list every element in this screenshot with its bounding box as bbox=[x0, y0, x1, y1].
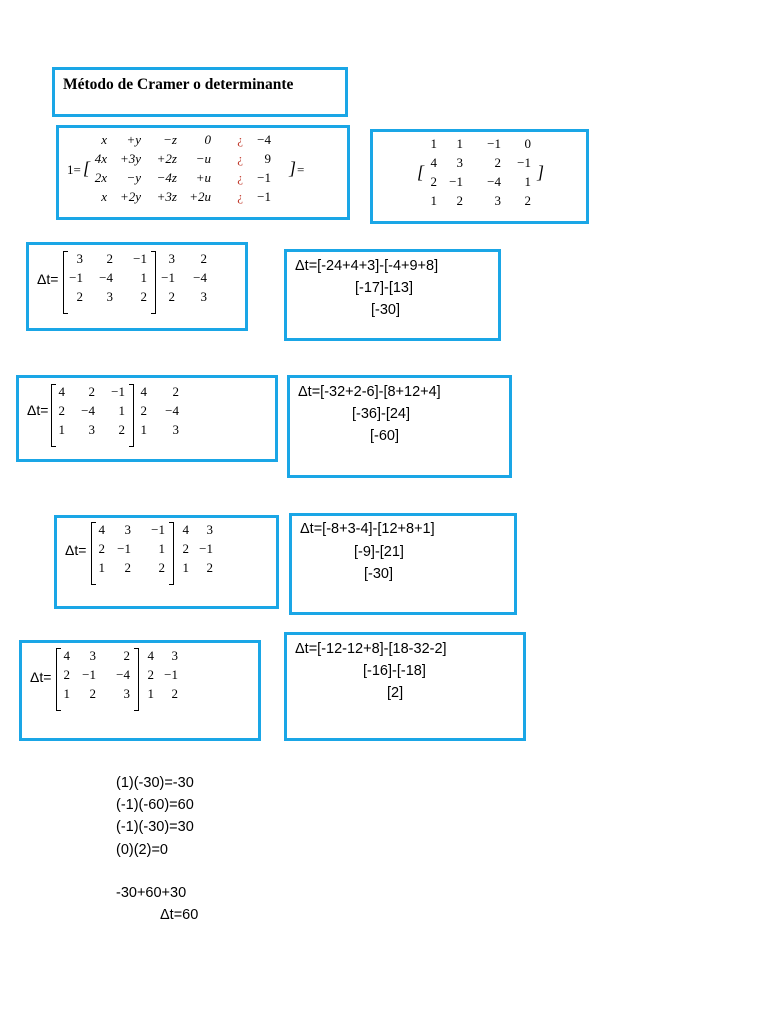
matrix-cell: 2 bbox=[430, 174, 437, 189]
matrix-cell: −1 bbox=[111, 384, 125, 399]
calc-line: [2] bbox=[387, 685, 404, 701]
calc-line: Δt=[-8+3-4]-[12+8+1] bbox=[300, 521, 435, 537]
minor-matrix-box-4 bbox=[19, 640, 261, 741]
matrix-cell: 1 bbox=[158, 541, 165, 556]
matrix-right-bracket: ] bbox=[537, 162, 545, 182]
matrix-cell: −1 bbox=[449, 174, 463, 189]
matrix-cell: 1 bbox=[140, 270, 147, 285]
system-cell: 9 bbox=[264, 151, 271, 166]
matrix-cell: −4 bbox=[81, 403, 95, 418]
matrix-cell: 4 bbox=[58, 384, 65, 399]
matrix-cell: 2 bbox=[158, 560, 165, 575]
matrix-cell: 3 bbox=[106, 289, 113, 304]
matrix-cell: −1 bbox=[82, 667, 96, 682]
system-cell: +3z bbox=[156, 189, 177, 204]
system-cell: +2y bbox=[119, 189, 141, 204]
matrix-cell: 4 bbox=[147, 648, 154, 663]
title-box bbox=[52, 67, 348, 117]
system-cell: +y bbox=[126, 132, 141, 147]
calc-line: [-30] bbox=[364, 566, 394, 582]
matrix-cell: 4 bbox=[430, 155, 437, 170]
left-bracket-symbol: [ bbox=[83, 158, 91, 178]
coefficient-matrix-box bbox=[370, 129, 589, 224]
matrix-cell: 3 bbox=[494, 193, 501, 208]
matrix-cell: −4 bbox=[487, 174, 501, 189]
matrix-cell: 3 bbox=[171, 648, 178, 663]
matrix-cell: 3 bbox=[172, 422, 179, 437]
matrix-cell: 1 bbox=[430, 136, 437, 151]
system-cell: +2u bbox=[189, 189, 211, 204]
product-line-2: (-1)(-60)=60 bbox=[116, 797, 194, 813]
matrix-cell: 2 bbox=[76, 289, 83, 304]
delta-label: Δt= bbox=[27, 402, 49, 418]
matrix-cell: 2 bbox=[172, 384, 179, 399]
calc-box-3 bbox=[289, 513, 517, 615]
matrix-cell: 0 bbox=[524, 136, 531, 151]
matrix-cell: 2 bbox=[88, 384, 95, 399]
matrix-cell: 1 bbox=[140, 422, 147, 437]
system-cell: −y bbox=[126, 170, 141, 185]
result-line: Δt=60 bbox=[160, 907, 199, 923]
matrix-cell: 3 bbox=[456, 155, 463, 170]
matrix-cell: 3 bbox=[168, 251, 175, 266]
system-cell: −4z bbox=[156, 170, 177, 185]
matrix-cell: −1 bbox=[133, 251, 147, 266]
matrix-cell: −1 bbox=[164, 667, 178, 682]
system-cell: −u bbox=[195, 151, 211, 166]
system-cell: 4x bbox=[94, 151, 107, 166]
matrix-cell: 2 bbox=[494, 155, 501, 170]
product-line-3: (-1)(-30)=30 bbox=[116, 819, 194, 835]
matrix-left-bracket: [ bbox=[417, 162, 425, 182]
matrix-cell: 3 bbox=[88, 422, 95, 437]
matrix-cell: 4 bbox=[140, 384, 147, 399]
product-line-1: (1)(-30)=-30 bbox=[116, 775, 194, 791]
matrix-cell: 2 bbox=[118, 422, 125, 437]
matrix-cell: 1 bbox=[118, 403, 125, 418]
matrix-cell: 2 bbox=[206, 560, 213, 575]
calc-line: [-16]-[-18] bbox=[363, 663, 426, 679]
matrix-cell: 2 bbox=[89, 686, 96, 701]
matrix-cell: 3 bbox=[124, 522, 131, 537]
delta-label: Δt= bbox=[30, 669, 52, 685]
matrix-cell: 3 bbox=[76, 251, 83, 266]
system-cell: +2z bbox=[156, 151, 177, 166]
sum-line: -30+60+30 bbox=[116, 885, 187, 901]
matrix-cell: 2 bbox=[524, 193, 531, 208]
matrix-cell: 2 bbox=[140, 403, 147, 418]
matrix-cell: −1 bbox=[161, 270, 175, 285]
matrix-cell: 2 bbox=[58, 403, 65, 418]
system-cell: ¿ bbox=[237, 132, 243, 147]
matrix-cell: 2 bbox=[63, 667, 70, 682]
matrix-cell: 3 bbox=[206, 522, 213, 537]
matrix-cell: 4 bbox=[63, 648, 70, 663]
matrix-cell: 3 bbox=[89, 648, 96, 663]
matrix-cell: −4 bbox=[116, 667, 130, 682]
system-cell: 0 bbox=[204, 132, 211, 147]
matrix-cell: −1 bbox=[199, 541, 213, 556]
matrix-cell: 2 bbox=[200, 251, 207, 266]
matrix-cell: −1 bbox=[117, 541, 131, 556]
system-prefix: 1= bbox=[67, 162, 81, 177]
matrix-cell: 1 bbox=[58, 422, 65, 437]
system-cell: ¿ bbox=[237, 170, 243, 185]
system-cell: x bbox=[101, 189, 107, 204]
equation-system-box bbox=[56, 125, 350, 220]
document-title: Método de Cramer o determinante bbox=[63, 76, 294, 93]
calc-line: [-60] bbox=[370, 428, 400, 444]
matrix-cell: 1 bbox=[430, 193, 437, 208]
system-cell: −1 bbox=[257, 189, 271, 204]
calc-box-2 bbox=[287, 375, 512, 478]
matrix-cell: −4 bbox=[99, 270, 113, 285]
system-cell: +3y bbox=[119, 151, 141, 166]
matrix-cell: 1 bbox=[98, 560, 105, 575]
matrix-cell: −4 bbox=[193, 270, 207, 285]
delta-label: Δt= bbox=[37, 271, 59, 287]
matrix-cell: 2 bbox=[98, 541, 105, 556]
system-cell: ¿ bbox=[237, 151, 243, 166]
matrix-cell: 2 bbox=[106, 251, 113, 266]
system-cell: +u bbox=[195, 170, 211, 185]
matrix-cell: 1 bbox=[524, 174, 531, 189]
system-cell: ¿ bbox=[237, 189, 243, 204]
calc-line: Δt=[-32+2-6]-[8+12+4] bbox=[298, 384, 441, 400]
minor-matrix-box-3 bbox=[54, 515, 279, 609]
calc-line: [-17]-[13] bbox=[355, 280, 414, 296]
matrix-cell: −4 bbox=[165, 403, 179, 418]
matrix-cell: 1 bbox=[182, 560, 189, 575]
matrix-cell: 1 bbox=[63, 686, 70, 701]
calc-box-1 bbox=[284, 249, 501, 341]
calc-line: [-36]-[24] bbox=[352, 406, 411, 422]
matrix-cell: 1 bbox=[456, 136, 463, 151]
matrix-cell: 3 bbox=[200, 289, 207, 304]
matrix-cell: −1 bbox=[69, 270, 83, 285]
system-cell: −z bbox=[163, 132, 177, 147]
right-bracket-symbol: ] bbox=[289, 158, 297, 178]
calc-box-4 bbox=[284, 632, 526, 741]
matrix-cell: 2 bbox=[140, 289, 147, 304]
system-cell: −4 bbox=[257, 132, 271, 147]
system-suffix: = bbox=[297, 162, 305, 177]
matrix-cell: 3 bbox=[123, 686, 130, 701]
matrix-cell: 2 bbox=[171, 686, 178, 701]
product-line-4: (0)(2)=0 bbox=[116, 842, 168, 858]
matrix-cell: 2 bbox=[123, 648, 130, 663]
system-cell: −1 bbox=[257, 170, 271, 185]
calc-line: [-30] bbox=[371, 302, 401, 318]
calc-line: [-9]-[21] bbox=[354, 544, 404, 560]
minor-matrix-box-2 bbox=[16, 375, 278, 462]
minor-matrix-box-1 bbox=[26, 242, 248, 331]
delta-label: Δt= bbox=[65, 542, 87, 558]
matrix-cell: 2 bbox=[456, 193, 463, 208]
calc-line: Δt=[-12-12+8]-[18-32-2] bbox=[295, 641, 447, 657]
matrix-cell: 4 bbox=[182, 522, 189, 537]
matrix-cell: −1 bbox=[517, 155, 531, 170]
system-cell: x bbox=[101, 132, 107, 147]
matrix-cell: 2 bbox=[168, 289, 175, 304]
calc-line: Δt=[-24+4+3]-[-4+9+8] bbox=[295, 258, 439, 274]
matrix-cell: −1 bbox=[487, 136, 501, 151]
matrix-cell: 2 bbox=[124, 560, 131, 575]
matrix-cell: −1 bbox=[151, 522, 165, 537]
matrix-cell: 1 bbox=[147, 686, 154, 701]
matrix-cell: 2 bbox=[182, 541, 189, 556]
matrix-cell: 4 bbox=[98, 522, 105, 537]
system-cell: 2x bbox=[94, 170, 107, 185]
matrix-cell: 2 bbox=[147, 667, 154, 682]
